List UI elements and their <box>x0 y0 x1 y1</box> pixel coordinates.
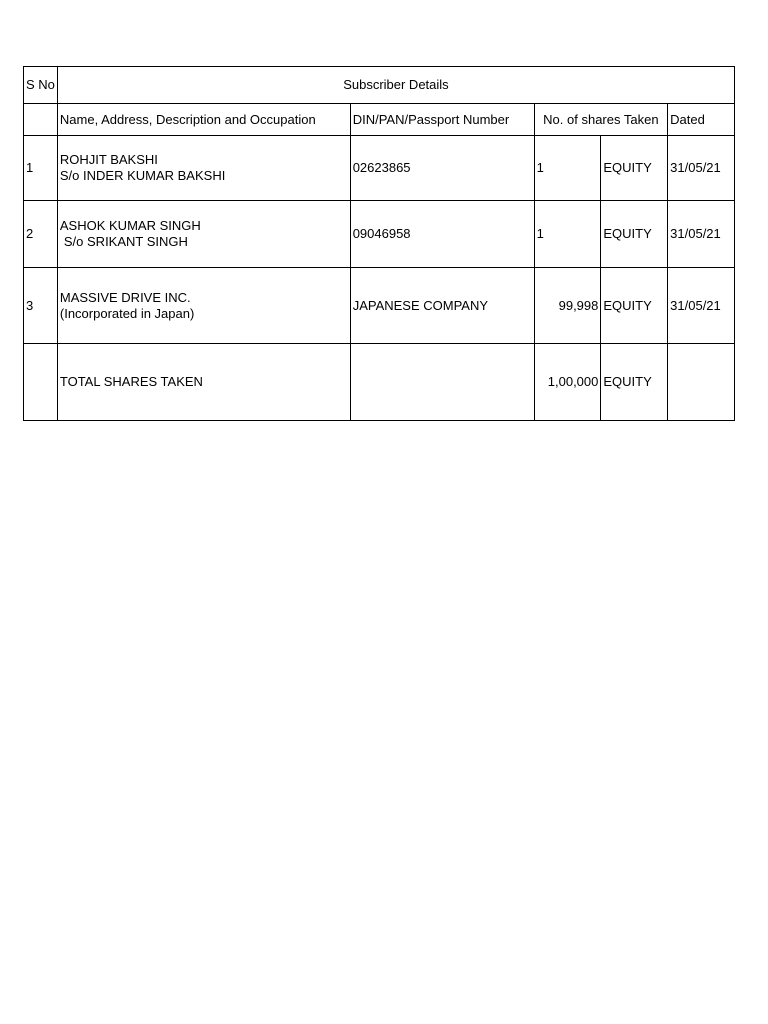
row-dated: 31/05/21 <box>668 201 735 268</box>
row-din: 02623865 <box>350 136 534 201</box>
row-dated: 31/05/21 <box>668 136 735 201</box>
row-dated: 31/05/21 <box>668 268 735 344</box>
row-sno: 1 <box>24 136 58 201</box>
shares-column-header: No. of shares Taken <box>534 104 668 136</box>
row-share-type: EQUITY <box>601 268 668 344</box>
total-share-type: EQUITY <box>601 344 668 421</box>
total-din-blank <box>350 344 534 421</box>
dated-column-header: Dated <box>668 104 735 136</box>
total-label: TOTAL SHARES TAKEN <box>57 344 350 421</box>
table-row <box>24 201 735 268</box>
table-row <box>24 268 735 344</box>
total-sno-blank <box>24 344 58 421</box>
subscriber-relation: (Incorporated in Japan) <box>59 305 195 321</box>
subscriber-details-header: Subscriber Details <box>57 67 734 104</box>
total-shares: 1,00,000 <box>534 344 601 421</box>
subscriber-table <box>23 66 735 421</box>
subscriber-name: ROHJIT BAKSHI <box>59 152 158 167</box>
row-name <box>57 136 350 201</box>
row-din: 09046958 <box>350 201 534 268</box>
name-column-header: Name, Address, Description and Occupation <box>57 104 350 136</box>
row-shares: 99,998 <box>534 268 601 344</box>
row-name <box>57 268 350 344</box>
row-sno: 3 <box>24 268 58 344</box>
row-share-type: EQUITY <box>601 201 668 268</box>
subscriber-relation: S/o SRIKANT SINGH <box>63 234 188 249</box>
row-share-type: EQUITY <box>601 136 668 201</box>
row-shares: 1 <box>534 201 601 268</box>
subscriber-relation: S/o INDER KUMAR BAKSHI <box>59 168 226 183</box>
subscriber-name: ASHOK KUMAR SINGH <box>59 218 201 233</box>
row-name <box>57 201 350 268</box>
subscriber-name: MASSIVE DRIVE INC. <box>59 289 191 305</box>
table-row <box>24 136 735 201</box>
row-shares: 1 <box>534 136 601 201</box>
din-column-header: DIN/PAN/Passport Number <box>350 104 534 136</box>
table-title-row <box>24 67 735 104</box>
row-sno: 2 <box>24 201 58 268</box>
total-dated-blank <box>668 344 735 421</box>
sno-header: S No <box>24 67 58 104</box>
sno-header-blank <box>24 104 58 136</box>
total-row <box>24 344 735 421</box>
row-din: JAPANESE COMPANY <box>350 268 534 344</box>
column-header-row <box>24 104 735 136</box>
